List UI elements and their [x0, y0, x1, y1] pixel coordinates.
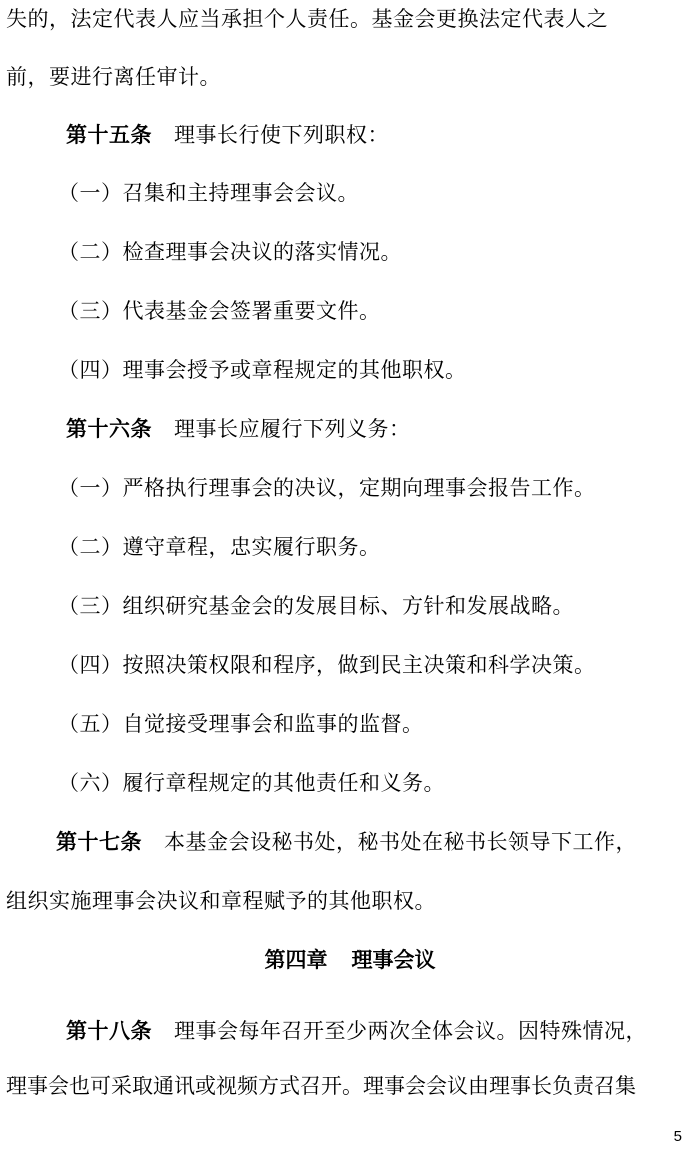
list-item: （二）遵守章程，忠实履行职务。: [58, 535, 381, 559]
chapter-title: 理事会议: [351, 948, 436, 972]
article-17: [56, 825, 637, 859]
article-text: 理事长应履行下列义务：: [174, 417, 411, 441]
article-text: 本基金会设秘书处，秘书处在秘书长领导下工作，: [164, 830, 637, 854]
list-item: （二）检查理事会决议的落实情况。: [58, 240, 402, 264]
text-line: 组织实施理事会决议和章程赋予的其他职权。: [6, 889, 436, 913]
article-text: 理事长行使下列职权：: [174, 123, 389, 147]
article-label: 第十八条: [66, 1019, 152, 1043]
article-15: [66, 118, 389, 152]
text-line: 理事会也可采取通讯或视频方式召开。理事会会议由理事长负责召集: [6, 1074, 636, 1098]
list-item: （四）理事会授予或章程规定的其他职权。: [58, 358, 467, 382]
list-item: （一）严格执行理事会的决议，定期向理事会报告工作。: [58, 476, 596, 500]
list-item: （五）自觉接受理事会和监事的监督。: [58, 712, 424, 736]
article-18: [66, 1014, 647, 1048]
list-item: （三）代表基金会签署重要文件。: [58, 299, 381, 323]
article-label: 第十六条: [66, 417, 152, 441]
article-label: 第十七条: [56, 830, 142, 854]
text-line: 前，要进行离任审计。: [6, 65, 221, 89]
article-label: 第十五条: [66, 123, 152, 147]
list-item: （一）召集和主持理事会会议。: [58, 181, 359, 205]
article-16: [66, 412, 411, 446]
list-item: （六）履行章程规定的其他责任和义务。: [58, 771, 445, 795]
chapter-heading: [0, 943, 700, 977]
text-line: 失的，法定代表人应当承担个人责任。基金会更换法定代表人之: [6, 7, 608, 31]
chapter-number: 第四章: [264, 948, 328, 972]
list-item: （四）按照决策权限和程序，做到民主决策和科学决策。: [58, 653, 596, 677]
list-item: （三）组织研究基金会的发展目标、方针和发展战略。: [58, 594, 574, 618]
article-text: 理事会每年召开至少两次全体会议。因特殊情况，: [174, 1019, 647, 1043]
page-number: 5: [673, 1128, 682, 1145]
